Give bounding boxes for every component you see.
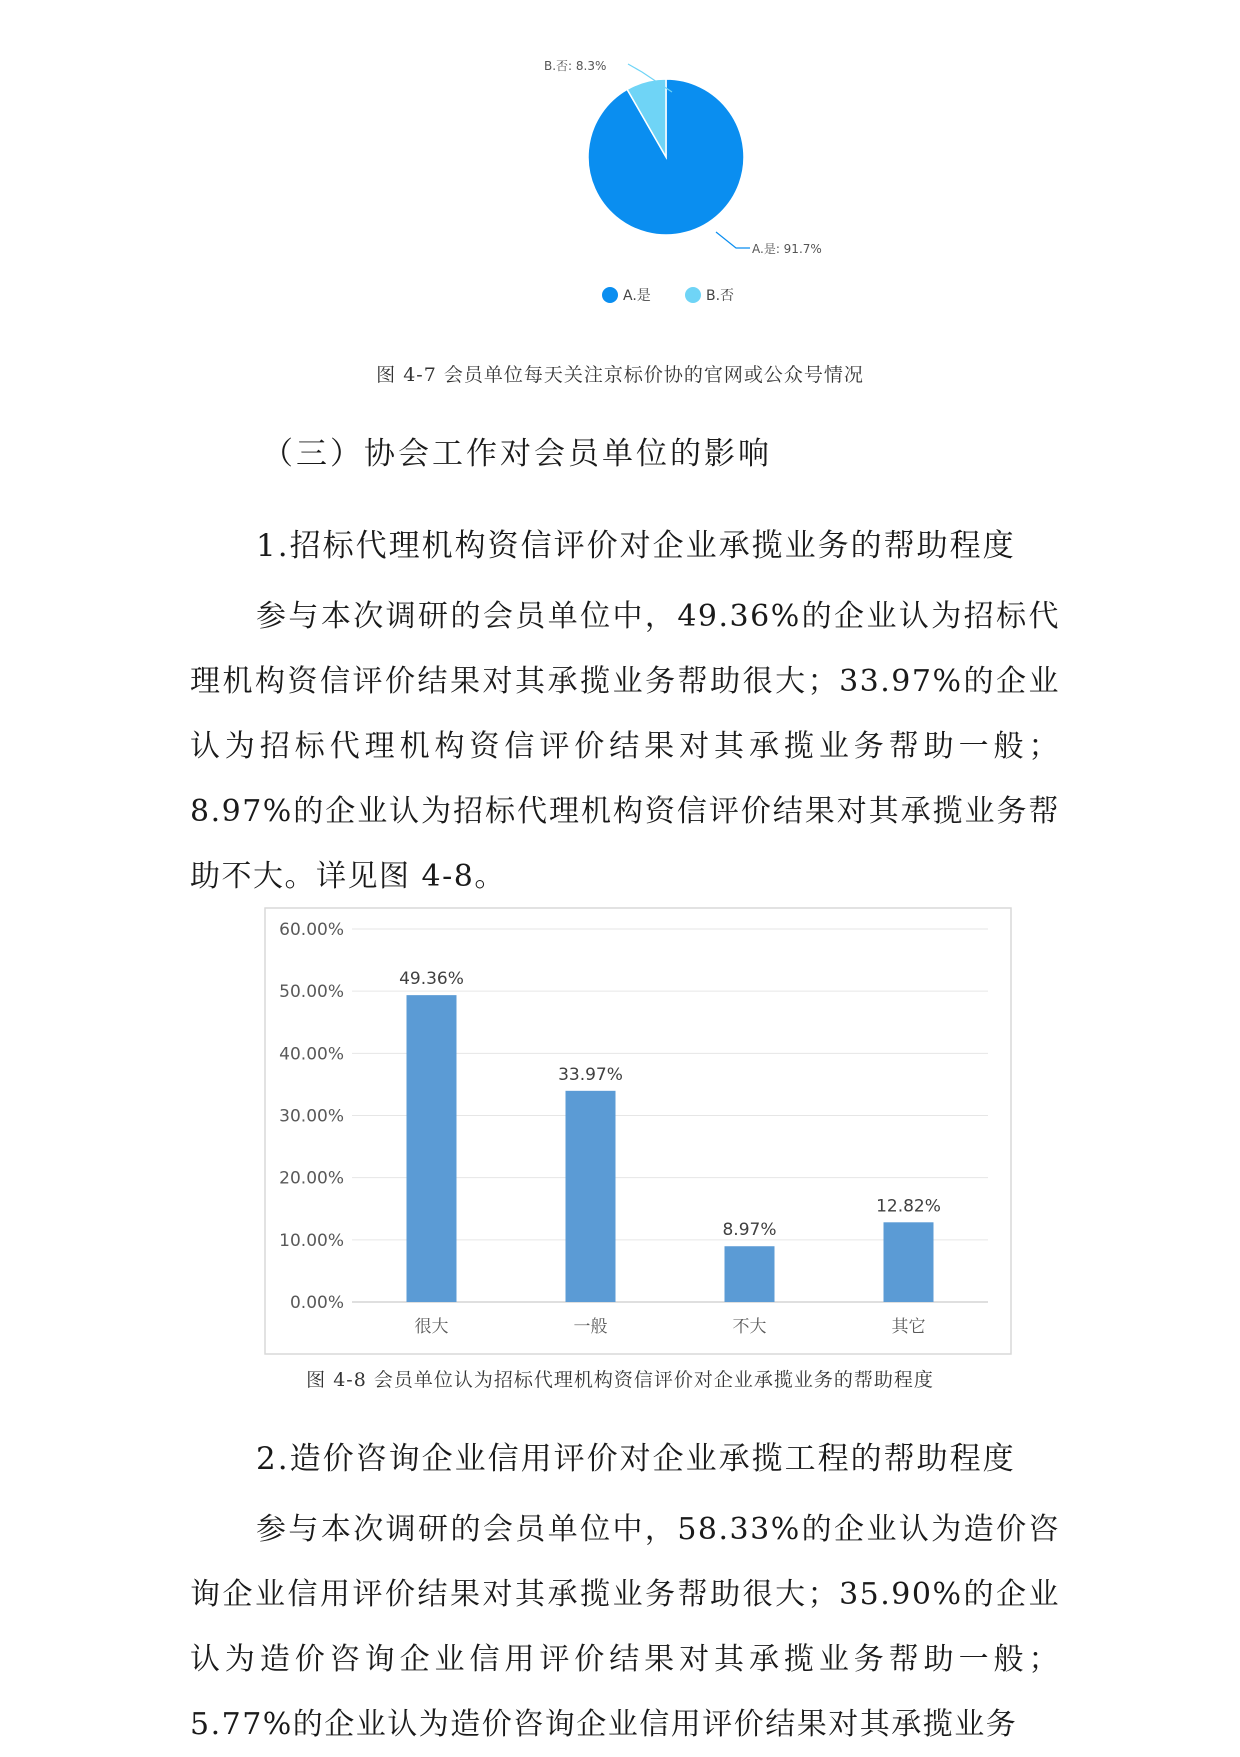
section-heading: （三）协会工作对会员单位的影响 xyxy=(262,436,772,472)
paragraph-1-text: 参与本次调研的会员单位中，49.36%的企业认为招标代理机构资信评价结果对其承揽业务帮助很大；33.97%的企业认为招标代理机构资信评价结果对其承揽业务帮助一般；8.97%的企业认为招标代理机构资信评价结果对其承揽业务帮助不大。详见图 4-8。 xyxy=(190,599,1060,894)
bar xyxy=(725,1246,775,1302)
x-category-label: 一般 xyxy=(573,1317,608,1337)
bar-value-label: 12.82% xyxy=(876,1196,941,1217)
paragraph-2 xyxy=(190,1497,1060,1757)
bar-chart xyxy=(0,900,1240,1360)
x-category-label: 不大 xyxy=(732,1317,767,1337)
pie-label-yes: A.是: 91.7% xyxy=(752,242,822,256)
y-tick-label: 20.00% xyxy=(279,1168,344,1189)
bar xyxy=(884,1222,934,1302)
y-tick-label: 40.00% xyxy=(279,1044,344,1065)
y-tick-label: 30.00% xyxy=(279,1106,344,1127)
bar xyxy=(566,1091,616,1302)
legend-yes-label: A.是 xyxy=(623,288,651,304)
pie-label-no: B.否: 8.3% xyxy=(544,59,607,73)
bar xyxy=(407,995,457,1302)
subsection-heading-2: 2.造价咨询企业信用评价对企业承揽工程的帮助程度 xyxy=(256,1441,1016,1477)
y-tick-label: 60.00% xyxy=(279,920,344,940)
pie-leader-yes xyxy=(716,232,750,248)
subsection-heading-1: 1.招标代理机构资信评价对企业承揽业务的帮助程度 xyxy=(256,528,1016,564)
bar-value-label: 33.97% xyxy=(558,1064,623,1085)
pie-chart xyxy=(0,0,1240,320)
legend-no-label: B.否 xyxy=(706,288,735,304)
paragraph-2-text: 参与本次调研的会员单位中，58.33%的企业认为造价咨询企业信用评价结果对其承揽业务帮助很大；35.90%的企业认为造价咨询企业信用评价结果对其承揽业务帮助一般；5.77%的企业认为造价咨询企业信用评价结果对其承揽业务 xyxy=(190,1512,1060,1742)
y-tick-label: 10.00% xyxy=(279,1230,344,1251)
bar-value-label: 8.97% xyxy=(722,1220,777,1241)
paragraph-1 xyxy=(190,584,1060,909)
figure-caption-4-8: 图 4-8 会员单位认为招标代理机构资信评价对企业承揽业务的帮助程度 xyxy=(306,1369,934,1391)
y-tick-label: 0.00% xyxy=(289,1293,344,1313)
legend-yes-swatch xyxy=(602,287,618,303)
x-category-label: 很大 xyxy=(414,1317,449,1337)
y-tick-label: 50.00% xyxy=(279,982,344,1003)
legend-no-swatch xyxy=(685,287,701,303)
x-category-label: 其它 xyxy=(891,1317,926,1337)
bar-value-label: 49.36% xyxy=(399,969,464,990)
figure-caption-4-7: 图 4-7 会员单位每天关注京标价协的官网或公众号情况 xyxy=(376,364,864,386)
